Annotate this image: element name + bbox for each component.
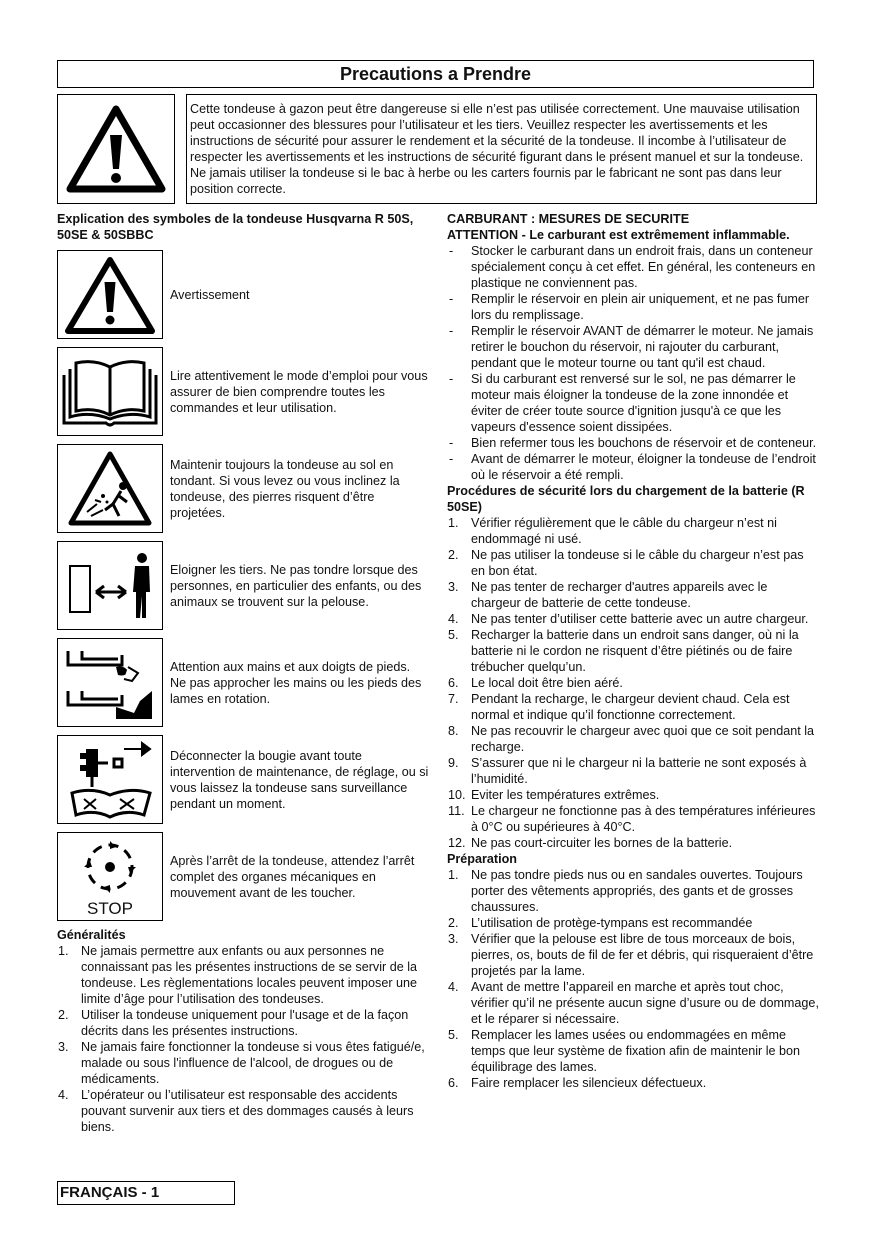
symbol-description: Déconnecter la bougie avant toute intervention de maintenance, de réglage, ou si vous laissez la tondeuse sans surveillance pendant un moment. xyxy=(170,748,429,811)
thrown-objects-icon xyxy=(67,450,153,528)
list-item: 4. Ne pas tenter d’utiliser cette batterie avec un autre chargeur. xyxy=(448,612,809,626)
warning-icon-box xyxy=(57,94,175,204)
symbol-row xyxy=(57,638,429,727)
symbol-box xyxy=(57,638,163,727)
symbol-box xyxy=(57,444,163,533)
symbol-box xyxy=(57,541,163,630)
symbol-row xyxy=(57,250,429,339)
symbol-box xyxy=(57,735,163,824)
symbol-box xyxy=(57,347,163,436)
intro-paragraph: Cette tondeuse à gazon peut être dangereuse si elle n’est pas utilisée correctement. Une mauvaise utilisation peut occasionner des blessures pour l’utilisateur et les tiers. Veuillez respecter les avertissements et les instructions de sécurité pour assurer le rendement et la sécurité de la tondeuse. Il incombe à l’utilisateur de respecter les avertissements et les instructions de sécurité figurant dans le présent manuel et sur la tondeuse. Ne jamais utiliser la tondeuse si le bac à herbe ou les carters fournis par le fabricant ne sont pas dans leur position correcte. xyxy=(186,94,817,204)
list-item: 5. Recharger la batterie dans un endroit sans danger, où ni la batterie ni le cordon ne risquent d’être piétinés ou de faire trébucher quelqu’un. xyxy=(448,628,799,674)
symbol-row xyxy=(57,444,429,533)
page-title: Precautions a Prendre xyxy=(339,63,532,84)
fuel-list xyxy=(447,243,819,483)
symbol-row xyxy=(57,541,429,630)
list-item: - Remplir le réservoir en plein air uniquement, et ne pas fumer lors du remplissage. xyxy=(447,291,819,323)
symbol-box xyxy=(57,832,163,921)
symbol-row xyxy=(57,832,429,921)
list-item: 5. Remplacer les lames usées ou endommagées en même temps que leur système de fixation afin de maintenir le bon équilibrage des lames. xyxy=(448,1028,801,1074)
symbol-box xyxy=(57,250,163,339)
symbols-heading: Explication des symboles de la tondeuse Husqvarna R 50S, 50SE & 50SBBC xyxy=(57,212,414,242)
list-item: 3. Vérifier que la pelouse est libre de tous morceaux de bois, pierres, os, bouts de fil de fer et débris, qui risqueraient d’être projetés par la lame. xyxy=(448,932,814,978)
keep-distance-icon xyxy=(62,548,158,624)
preparation-list xyxy=(447,867,819,1091)
fuel-subheading: ATTENTION - Le carburant est extrêmement inflammable. xyxy=(447,228,790,242)
fuel-heading: CARBURANT : MESURES DE SECURITE xyxy=(447,212,690,226)
general-list xyxy=(57,943,429,1135)
list-item: 7. Pendant la recharge, le chargeur devient chaud. Cela est normal et indique qu’il fonctionne correctement. xyxy=(448,692,790,722)
page-title-box xyxy=(57,60,814,88)
stop-blade-icon xyxy=(62,834,158,920)
warning-triangle-icon xyxy=(63,255,157,335)
battery-list xyxy=(447,515,819,851)
open-book-icon xyxy=(60,357,160,427)
list-item: 2. Utiliser la tondeuse uniquement pour l'usage et de la façon décrits dans les présentes instructions. xyxy=(58,1008,409,1038)
list-item: 6. Faire remplacer les silencieux défectueux. xyxy=(448,1076,707,1090)
symbol-description: Avertissement xyxy=(170,287,250,302)
disconnect-plug-icon xyxy=(64,739,156,821)
hands-feet-blade-icon xyxy=(62,643,158,723)
list-item: 1. Ne jamais permettre aux enfants ou aux personnes ne connaissant pas les présentes instructions de se servir de la tondeuse. Les règlementations locales peuvent imposer une limite d’âge pour l’utilisation des tondeuses. xyxy=(58,944,418,1006)
preparation-heading: Préparation xyxy=(447,852,517,866)
list-item: 2. L’utilisation de protège-tympans est recommandée xyxy=(448,916,753,930)
list-item: 4. Avant de mettre l’appareil en marche et après tout choc, vérifier qu’il ne présente aucun signe d’usure ou de dommage, et le réparer si nécessaire. xyxy=(448,980,819,1026)
warning-triangle-icon xyxy=(64,103,168,195)
list-item: - Si du carburant est renversé sur le sol, ne pas démarrer le moteur mais éloigner la tondeuse de la zone innondée et éviter de créer toute source d'ignition jusqu'à ce que les vapeurs d'essence soient dissipées. xyxy=(447,371,819,435)
symbol-row xyxy=(57,735,429,824)
list-item: 12. Ne pas court-circuiter les bornes de la batterie. xyxy=(448,836,733,850)
symbol-description: Attention aux mains et aux doigts de pieds. Ne pas approcher les mains ou les pieds des lames en rotation. xyxy=(170,659,422,706)
list-item: 4. L’opérateur ou l’utilisateur est responsable des accidents pouvant survenir aux tiers et des dommages causés à leurs biens. xyxy=(58,1088,414,1134)
right-column xyxy=(447,211,819,1091)
general-heading: Généralités xyxy=(57,928,126,942)
page-footer: FRANÇAIS - 1 xyxy=(57,1181,235,1205)
list-item: - Stocker le carburant dans un endroit frais, dans un conteneur spécialement conçu à cet effet. En général, les conteneurs en plastique ne conviennent pas. xyxy=(447,243,819,291)
list-item: - Avant de démarrer le moteur, éloigner la tondeuse de l’endroit où le réservoir a été rempli. xyxy=(447,451,819,483)
list-item: 10. Eviter les températures extrêmes. xyxy=(448,788,660,802)
battery-heading: Procédures de sécurité lors du chargement de la batterie (R 50SE) xyxy=(447,484,805,514)
list-item: 1. Ne pas tondre pieds nus ou en sandales ouvertes. Toujours porter des vêtements appropriés, des gants et de grosses chaussures. xyxy=(448,868,803,914)
list-item: - Remplir le réservoir AVANT de démarrer le moteur. Ne jamais retirer le bouchon du réservoir, ni rajouter du carburant, pendant que le moteur tourne ou tant qu'il est chaud. xyxy=(447,323,819,371)
left-column xyxy=(57,211,429,1135)
symbol-description: Eloigner les tiers. Ne pas tondre lorsque des personnes, en particulier des enfants, ou des animaux se trouvent sur la pelouse. xyxy=(170,562,422,609)
list-item: 2. Ne pas utiliser la tondeuse si le câble du chargeur n’est pas en bon état. xyxy=(448,548,804,578)
symbol-description: Lire attentivement le mode d’emploi pour vous assurer de bien comprendre toutes les commandes et leur utilisation. xyxy=(170,368,428,415)
symbol-row xyxy=(57,347,429,436)
list-item: 3. Ne jamais faire fonctionner la tondeuse si vous êtes fatigué/e, malade ou sous l'influence de l'alcool, de drogues ou de médicaments. xyxy=(58,1040,425,1086)
list-item: 11. Le chargeur ne fonctionne pas à des températures inférieures à 0°C ou supérieures à 40°C. xyxy=(448,804,816,834)
list-item: 8. Ne pas recouvrir le chargeur avec quoi que ce soit pendant la recharge. xyxy=(448,724,815,754)
list-item: 6. Le local doit être bien aéré. xyxy=(448,676,623,690)
symbol-description: Maintenir toujours la tondeuse au sol en tondant. Si vous levez ou vous inclinez la tondeuse, des pierres risquent d’être projetées. xyxy=(170,457,400,520)
list-item: 3. Ne pas tenter de recharger d'autres appareils avec le chargeur de batterie de cette tondeuse. xyxy=(448,580,768,610)
list-item: 1. Vérifier régulièrement que le câble du chargeur n’est ni endommagé ni usé. xyxy=(448,516,777,546)
list-item: - Bien refermer tous les bouchons de réservoir et de conteneur. xyxy=(447,435,819,451)
list-item: 9. S’assurer que ni le chargeur ni la batterie ne sont exposés à l’humidité. xyxy=(448,756,807,786)
symbol-description: Après l’arrêt de la tondeuse, attendez l’arrêt complet des organes mécaniques en mouvement avant de les toucher. xyxy=(170,853,415,900)
stop-label: STOP xyxy=(87,898,133,918)
